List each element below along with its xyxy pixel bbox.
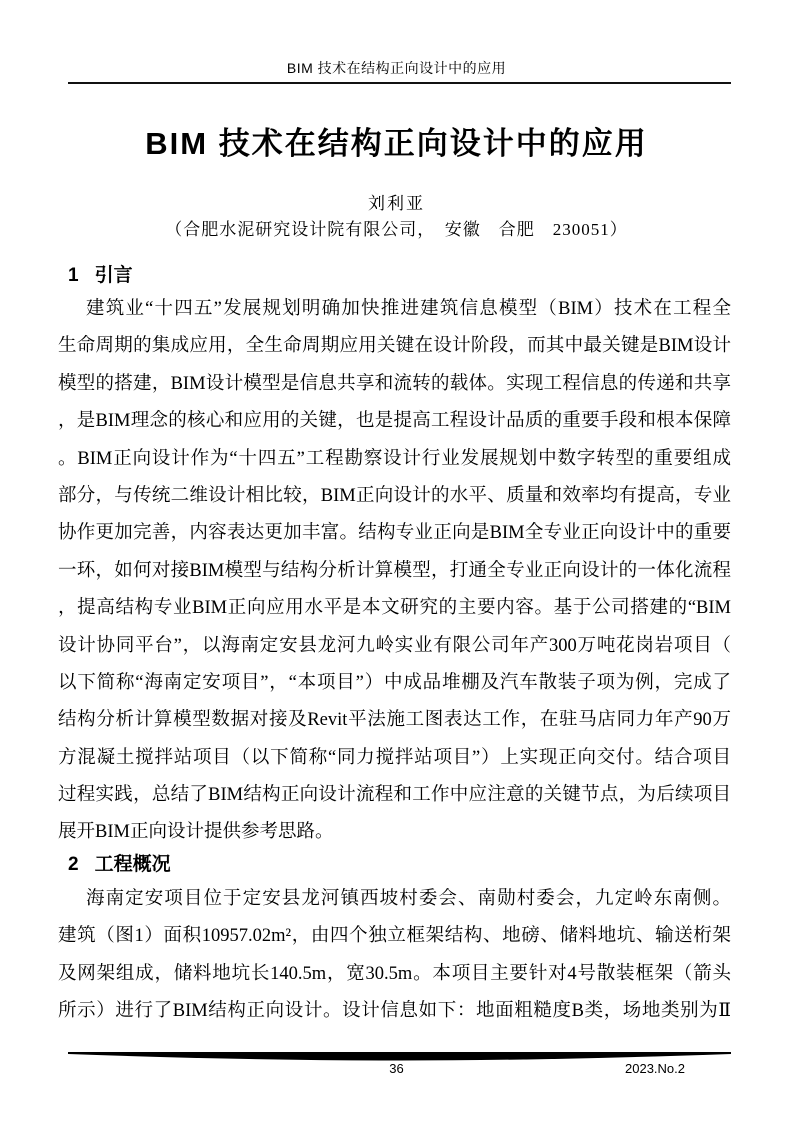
author-name: 刘利亚 — [368, 194, 425, 213]
section-heading-introduction — [68, 260, 133, 287]
author-affiliation: （合肥水泥研究设计院有限公司， 安徽 合肥 230051） — [165, 220, 628, 239]
section-title: 工程概况 — [94, 854, 171, 875]
section-heading-project-overview — [68, 849, 171, 876]
text-line: 及网架组成，储料地坑长140.5m，宽30.5m。本项目主要针对4号散装框架（箭头 — [58, 963, 731, 984]
text-line: ，提高结构专业BIM正向应用水平是本文研究的主要内容。基于公司搭建的“BIM — [58, 598, 731, 619]
header-rule — [68, 82, 731, 84]
text-line: 生命周期的集成应用，全生命周期应用关键在设计阶段，而其中最关键是BIM设计 — [58, 336, 731, 357]
text-line: 以下简称“海南定安项目”，“本项目”）中成品堆棚及汽车散装子项为例，完成了 — [58, 672, 731, 693]
text-line: 。BIM正向设计作为“十四五”工程勘察设计行业发展规划中数字转型的重要组成 — [58, 448, 731, 469]
paper-title: BIM 技术在结构正向设计中的应用 — [145, 126, 648, 161]
text-line: 方混凝土搅拌站项目（以下简称“同力搅拌站项目”）上实现正向交付。结合项目 — [58, 747, 731, 768]
text-line: 模型的搭建，BIM设计模型是信息共享和流转的载体。实现工程信息的传递和共享 — [58, 373, 731, 394]
text-line: 部分，与传统二维设计相比较，BIM正向设计的水平、质量和效率均有提高，专业 — [58, 485, 731, 506]
section-title: 引言 — [94, 265, 133, 286]
text-line: 所示）进行了BIM结构正向设计。设计信息如下：地面粗糙度B类，场地类别为Ⅱ — [58, 1001, 731, 1022]
paragraph-introduction — [58, 291, 731, 852]
issue-label: 2023.No.2 — [625, 1061, 685, 1076]
text-line: 过程实践，总结了BIM结构正向设计流程和工作中应注意的关键节点，为后续项目 — [58, 785, 731, 806]
section-number: 1 — [68, 265, 79, 286]
section-number: 2 — [68, 854, 79, 875]
page-number: 36 — [389, 1061, 404, 1076]
text-line: 设计协同平台”，以海南定安县龙河九岭实业有限公司年产300万吨花岗岩项目（ — [58, 635, 731, 656]
text-line: 结构分析计算模型数据对接及Revit平法施工图表达工作，在驻马店同力年产90万 — [58, 710, 731, 731]
running-header: BIM 技术在结构正向设计中的应用 — [286, 60, 507, 76]
footer-rule — [68, 1051, 731, 1061]
text-line: 建筑业“十四五”发展规划明确加快推进建筑信息模型（BIM）技术在工程全 — [86, 299, 731, 319]
paragraph-project-overview — [58, 881, 731, 1031]
text-line: ，是BIM理念的核心和应用的关键，也是提高工程设计品质的重要手段和根本保障 — [58, 411, 731, 432]
text-line: 建筑（图1）面积10957.02m²，由四个独立框架结构、地磅、储料地坑、输送桁架 — [58, 926, 731, 947]
text-line: 一环，如何对接BIM模型与结构分析计算模型，打通全专业正向设计的一体化流程 — [58, 560, 731, 581]
text-line: 协作更加完善，内容表达更加丰富。结构专业正向是BIM全专业正向设计中的重要 — [58, 523, 731, 544]
text-line: 展开BIM正向设计提供参考思路。 — [58, 822, 334, 843]
text-line: 海南定安项目位于定安县龙河镇西坡村委会、南勋村委会，九定岭东南侧。 — [86, 889, 731, 909]
